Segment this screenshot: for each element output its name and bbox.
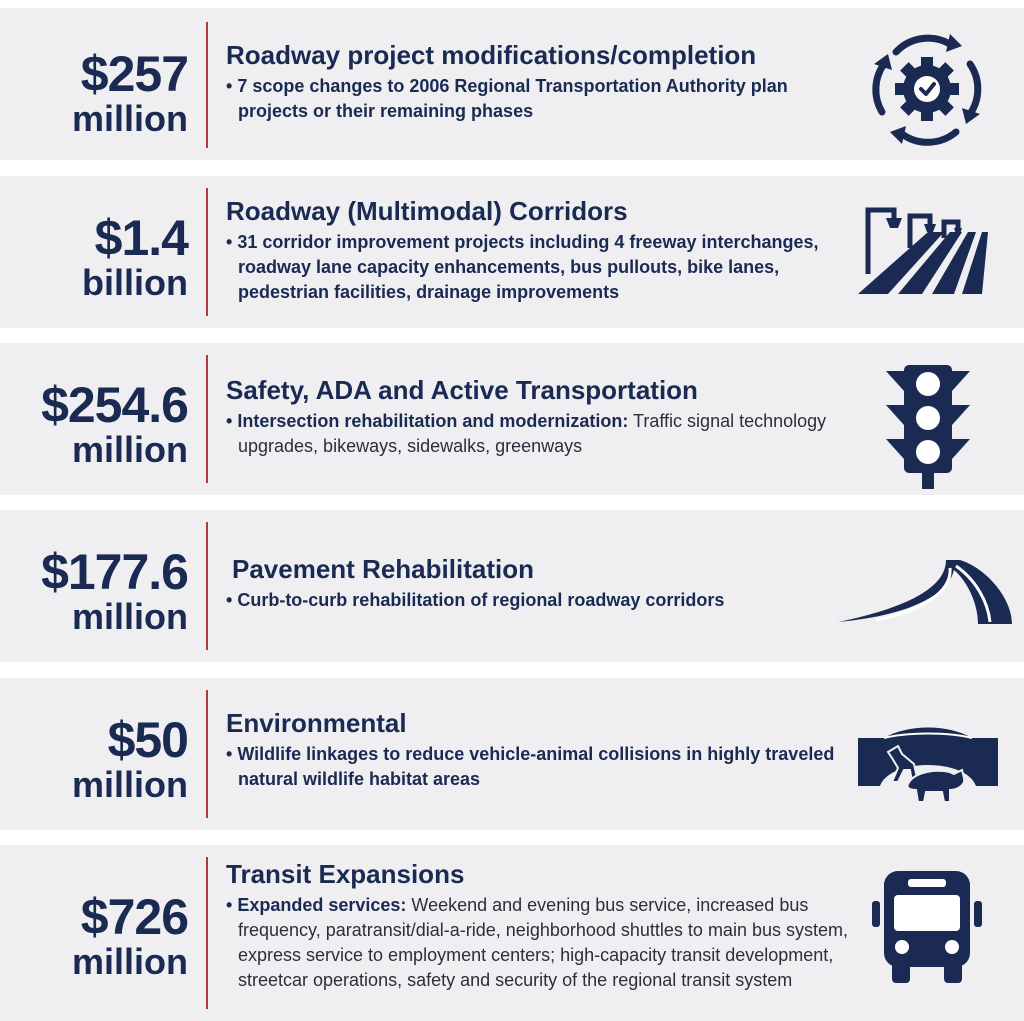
amount-value: $726 [80,889,188,945]
amount-unit: million [72,596,188,637]
row-title: Safety, ADA and Active Transportation [226,375,698,405]
row-description [226,409,856,459]
row-description [226,230,856,305]
amount-block [0,48,188,138]
bullet: • [226,76,233,96]
wildlife-crossing-icon [858,724,998,806]
bullet: • [226,895,233,915]
row-title: Environmental [226,708,407,738]
row-title: Transit Expansions [226,859,465,889]
amount-value: $177.6 [41,544,188,600]
description-rest: Traffic signal technology upgrades, bikeways, sidewalks, greenways [238,411,827,456]
divider [206,857,208,1009]
divider [206,355,208,483]
description-lead: 31 corridor improvement projects including 4 freeway interchanges, roadway lane capacity enhancements, bus pullouts, bike lanes, pedestrian facilities, drainage improvements [237,232,819,302]
description-lead: Wildlife linkages to reduce vehicle-animal collisions in highly traveled natural wildlife habitat areas [237,744,835,789]
divider [206,522,208,650]
row-content [226,375,856,459]
funding-row-multimodal-corridors [0,176,1024,328]
divider [206,690,208,818]
funding-row-environmental [0,678,1024,830]
amount-block [0,546,188,636]
amount-value: $257 [80,46,188,102]
description-lead: Curb-to-curb rehabilitation of regional roadway corridors [237,590,725,610]
row-content [226,40,856,124]
traffic-light-icon [886,365,970,489]
curved-road-icon [836,558,1012,626]
funding-row-transit-expansions [0,845,1024,1021]
description-rest: Weekend and evening bus service, increased bus frequency, paratransit/dial-a-ride, neighborhood shuttles to main bus system, express service to employment centers; high-capacity transit development, streetcar operations, safety and security of the regional transit system [238,895,848,990]
amount-block [0,714,188,804]
amount-value: $50 [107,712,188,768]
row-content [226,196,856,305]
divider [206,188,208,316]
amount-value: $254.6 [41,377,188,433]
row-title: Pavement Rehabilitation [232,554,534,584]
amount-unit: billion [82,262,188,303]
street-lights-road-icon [858,204,998,300]
amount-block [0,212,188,302]
description-lead: Expanded services: [237,895,407,915]
funding-row-safety-ada [0,343,1024,495]
row-content [226,859,866,993]
row-description [226,893,866,993]
funding-row-pavement-rehabilitation [0,510,1024,662]
amount-unit: million [72,764,188,805]
description-lead: 7 scope changes to 2006 Regional Transportation Authority plan projects or their remaining phases [237,76,788,121]
row-title: Roadway (Multimodal) Corridors [226,196,628,226]
row-content [226,554,862,613]
amount-unit: million [72,98,188,139]
amount-unit: million [72,941,188,982]
row-description [226,588,862,613]
bullet: • [226,744,233,764]
bullet: • [226,590,233,610]
description-lead: Intersection rehabilitation and modernization: [237,411,629,431]
row-description [226,742,856,792]
bullet: • [226,411,233,431]
row-title: Roadway project modifications/completion [226,40,757,70]
gear-cycle-icon [866,30,988,148]
amount-block [0,891,188,981]
amount-unit: million [72,429,188,470]
funding-row-roadway-modifications [0,8,1024,160]
amount-value: $1.4 [94,210,188,266]
bus-icon [872,871,982,983]
amount-block [0,379,188,469]
bullet: • [226,232,233,252]
divider [206,22,208,148]
row-description [226,74,856,124]
row-content [226,708,856,792]
